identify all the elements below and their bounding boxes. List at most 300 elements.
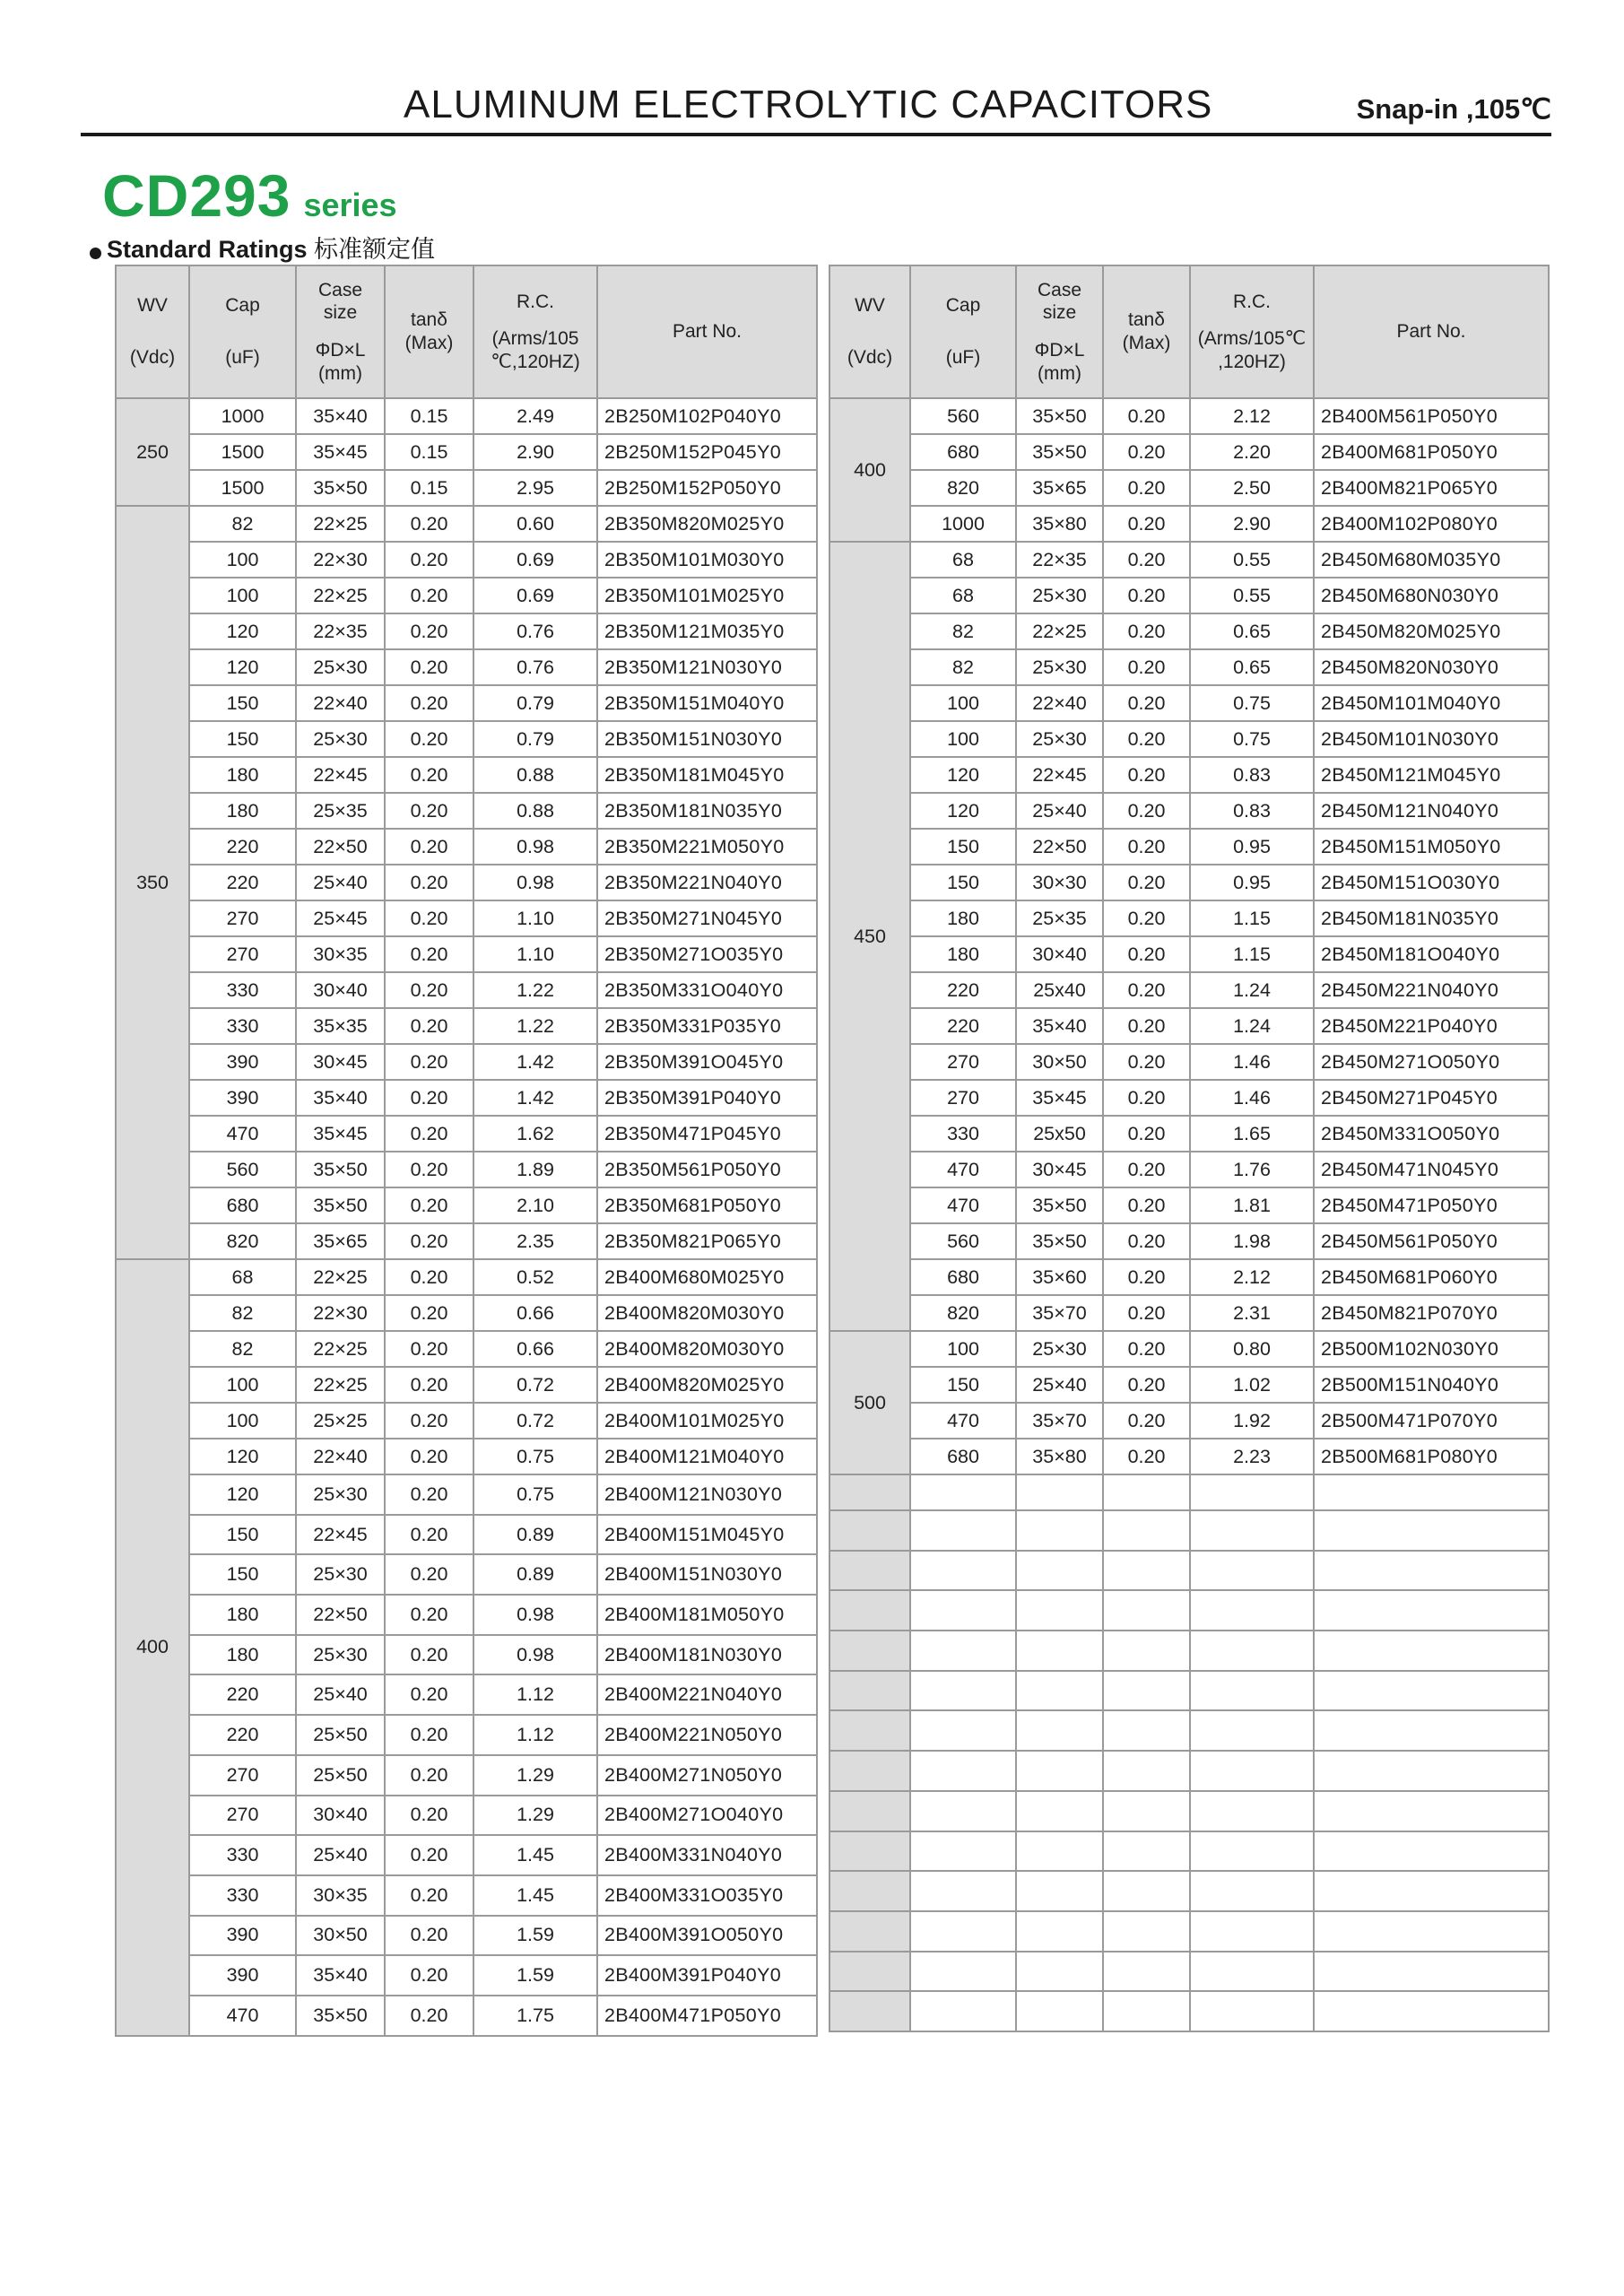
rc-cell: 0.88	[473, 757, 597, 793]
tan-cell: 0.20	[385, 757, 473, 793]
header-wv-label: WV	[137, 295, 168, 317]
case-cell: 25×30	[296, 1554, 385, 1595]
table-row	[116, 900, 817, 936]
table-row	[116, 1875, 817, 1916]
table-row	[829, 1044, 1549, 1080]
case-cell: 30×45	[1016, 1152, 1103, 1187]
part-cell: 2B450M471P050Y0	[1314, 1187, 1549, 1223]
part-cell: 2B400M820M030Y0	[597, 1331, 817, 1367]
cap-cell: 820	[910, 470, 1016, 506]
part-cell: 2B450M471N045Y0	[1314, 1152, 1549, 1187]
empty-cell	[1016, 1671, 1103, 1711]
empty-cell	[1190, 1871, 1314, 1911]
empty-cell	[829, 1590, 910, 1631]
part-cell: 2B400M121N030Y0	[597, 1474, 817, 1515]
rc-cell: 1.42	[473, 1080, 597, 1116]
rc-cell: 0.98	[473, 865, 597, 900]
empty-cell	[829, 1474, 910, 1510]
empty-cell	[910, 1710, 1016, 1751]
table-row	[829, 470, 1549, 506]
case-cell: 35×45	[296, 434, 385, 470]
part-cell: 2B450M821P070Y0	[1314, 1295, 1549, 1331]
table-row	[116, 506, 817, 542]
rc-cell: 1.12	[473, 1715, 597, 1755]
empty-row	[829, 1710, 1549, 1751]
empty-cell	[1103, 1474, 1190, 1510]
header-rc-unit1: (Arms/105	[491, 328, 579, 350]
empty-cell	[1314, 1751, 1549, 1791]
cap-cell: 390	[189, 1080, 296, 1116]
tan-cell: 0.20	[385, 936, 473, 972]
cap-cell: 150	[189, 1515, 296, 1555]
wv-cell: 400	[116, 1259, 189, 2036]
part-cell: 2B450M681P060Y0	[1314, 1259, 1549, 1295]
case-cell: 30×45	[296, 1044, 385, 1080]
table-row	[116, 793, 817, 829]
table-row	[116, 1187, 817, 1223]
tan-cell: 0.20	[1103, 1367, 1190, 1403]
part-cell: 2B400M820M030Y0	[597, 1295, 817, 1331]
rc-cell: 0.95	[1190, 865, 1314, 900]
empty-cell	[1314, 1991, 1549, 2031]
case-cell: 30×40	[296, 1796, 385, 1836]
empty-cell	[910, 1911, 1016, 1952]
cap-cell: 150	[910, 829, 1016, 865]
empty-cell	[1103, 1911, 1190, 1952]
table-row	[116, 1796, 817, 1836]
table-row	[116, 1996, 817, 2036]
table-row	[116, 1295, 817, 1331]
cap-cell: 68	[910, 578, 1016, 613]
empty-cell	[910, 1510, 1016, 1551]
cap-cell: 150	[189, 1554, 296, 1595]
cap-cell: 100	[910, 685, 1016, 721]
cap-cell: 560	[189, 1152, 296, 1187]
rc-cell: 2.49	[473, 398, 597, 434]
part-cell: 2B450M121M045Y0	[1314, 757, 1549, 793]
tan-cell: 0.20	[385, 1595, 473, 1635]
case-cell: 22×50	[296, 1595, 385, 1635]
cap-cell: 270	[189, 900, 296, 936]
case-cell: 35×50	[296, 1996, 385, 2036]
case-cell: 35×65	[1016, 470, 1103, 506]
tan-cell: 0.20	[1103, 1331, 1190, 1367]
rc-cell: 1.92	[1190, 1403, 1314, 1439]
wv-cell: 450	[829, 542, 910, 1331]
cap-cell: 220	[910, 1008, 1016, 1044]
part-cell: 2B400M101M025Y0	[597, 1403, 817, 1439]
tan-cell: 0.20	[1103, 1080, 1190, 1116]
rc-cell: 2.12	[1190, 398, 1314, 434]
part-cell: 2B450M271P045Y0	[1314, 1080, 1549, 1116]
part-cell: 2B250M152P045Y0	[597, 434, 817, 470]
cap-cell: 390	[189, 1916, 296, 1956]
empty-cell	[1190, 1831, 1314, 1872]
tan-cell: 0.20	[1103, 685, 1190, 721]
empty-cell	[1103, 1952, 1190, 1992]
part-cell: 2B450M181N035Y0	[1314, 900, 1549, 936]
case-cell: 22×35	[296, 613, 385, 649]
tan-cell: 0.20	[385, 1755, 473, 1796]
rc-cell: 1.46	[1190, 1080, 1314, 1116]
cap-cell: 1000	[189, 398, 296, 434]
table-row	[829, 1439, 1549, 1474]
case-cell: 30×30	[1016, 865, 1103, 900]
cap-cell: 270	[189, 1755, 296, 1796]
case-cell: 35×45	[296, 1116, 385, 1152]
rc-cell: 0.69	[473, 578, 597, 613]
cap-cell: 180	[910, 936, 1016, 972]
case-cell: 35×50	[1016, 434, 1103, 470]
empty-cell	[1190, 1952, 1314, 1992]
rc-cell: 0.98	[473, 1635, 597, 1675]
empty-cell	[1103, 1751, 1190, 1791]
header-case-dim: ΦD×L	[315, 340, 366, 361]
rc-cell: 1.22	[473, 972, 597, 1008]
empty-cell	[910, 1791, 1016, 1831]
tan-cell: 0.20	[385, 721, 473, 757]
tan-cell: 0.20	[1103, 1259, 1190, 1295]
rc-cell: 1.98	[1190, 1223, 1314, 1259]
table-row	[829, 1367, 1549, 1403]
table-row	[829, 1295, 1549, 1331]
cap-cell: 150	[189, 721, 296, 757]
tan-cell: 0.15	[385, 398, 473, 434]
table-row	[829, 972, 1549, 1008]
table-row	[829, 1152, 1549, 1187]
header-rc-unit2: ,120HZ)	[1218, 351, 1286, 372]
table-row	[829, 865, 1549, 900]
part-cell: 2B450M121N040Y0	[1314, 793, 1549, 829]
part-cell: 2B500M102N030Y0	[1314, 1331, 1549, 1367]
header-cap-unit: (uF)	[945, 347, 981, 368]
rc-cell: 0.76	[473, 613, 597, 649]
table-row	[829, 1331, 1549, 1367]
empty-cell	[1314, 1551, 1549, 1591]
part-cell: 2B350M681P050Y0	[597, 1187, 817, 1223]
table-row	[116, 649, 817, 685]
rc-cell: 1.10	[473, 936, 597, 972]
tan-cell: 0.20	[385, 1223, 473, 1259]
empty-cell	[1190, 1791, 1314, 1831]
part-cell: 2B400M102P080Y0	[1314, 506, 1549, 542]
empty-cell	[1190, 1590, 1314, 1631]
tan-cell: 0.20	[385, 1008, 473, 1044]
tan-cell: 0.20	[385, 578, 473, 613]
table-row	[829, 649, 1549, 685]
cap-cell: 220	[910, 972, 1016, 1008]
tan-cell: 0.20	[385, 1955, 473, 1996]
rc-cell: 2.12	[1190, 1259, 1314, 1295]
rc-cell: 2.31	[1190, 1295, 1314, 1331]
part-cell: 2B350M121M035Y0	[597, 613, 817, 649]
empty-cell	[910, 1590, 1016, 1631]
case-cell: 35×80	[1016, 1439, 1103, 1474]
case-cell: 35×60	[1016, 1259, 1103, 1295]
tan-cell: 0.20	[1103, 972, 1190, 1008]
rc-cell: 1.46	[1190, 1044, 1314, 1080]
empty-cell	[1016, 1871, 1103, 1911]
header-tan	[385, 265, 473, 398]
tan-cell: 0.20	[385, 685, 473, 721]
part-cell: 2B350M221M050Y0	[597, 829, 817, 865]
cap-cell: 220	[189, 1715, 296, 1755]
cap-cell: 470	[910, 1152, 1016, 1187]
tan-cell: 0.15	[385, 434, 473, 470]
rc-cell: 0.75	[1190, 685, 1314, 721]
rc-cell: 0.98	[473, 829, 597, 865]
rc-cell: 0.89	[473, 1554, 597, 1595]
tan-cell: 0.20	[1103, 936, 1190, 972]
empty-cell	[1103, 1791, 1190, 1831]
table-row	[829, 398, 1549, 434]
tan-cell: 0.20	[385, 1996, 473, 2036]
part-cell: 2B450M151O030Y0	[1314, 865, 1549, 900]
wv-cell: 350	[116, 506, 189, 1259]
part-cell: 2B450M221P040Y0	[1314, 1008, 1549, 1044]
cap-cell: 82	[189, 1295, 296, 1331]
empty-cell	[829, 1831, 910, 1872]
tan-cell: 0.20	[1103, 1403, 1190, 1439]
cap-cell: 220	[189, 865, 296, 900]
series-word: series	[303, 187, 397, 223]
case-cell: 22×40	[1016, 685, 1103, 721]
series-title	[102, 161, 397, 230]
tan-cell: 0.20	[385, 613, 473, 649]
cap-cell: 100	[189, 1403, 296, 1439]
table-row	[116, 1259, 817, 1295]
empty-cell	[1314, 1871, 1549, 1911]
empty-row	[829, 1751, 1549, 1791]
case-cell: 35×50	[296, 470, 385, 506]
cap-cell: 270	[189, 1796, 296, 1836]
cap-cell: 82	[189, 506, 296, 542]
part-cell: 2B400M271O040Y0	[597, 1796, 817, 1836]
table-row	[116, 685, 817, 721]
tan-cell: 0.20	[385, 1916, 473, 1956]
part-cell: 2B400M121M040Y0	[597, 1439, 817, 1474]
empty-row	[829, 1474, 1549, 1510]
header-cap-unit: (uF)	[225, 347, 260, 368]
header-rc-unit1: (Arms/105℃	[1197, 328, 1307, 350]
table-row	[116, 470, 817, 506]
tan-cell: 0.20	[385, 865, 473, 900]
case-cell: 25×30	[1016, 649, 1103, 685]
tan-cell: 0.20	[385, 1474, 473, 1515]
tan-cell: 0.20	[1103, 1439, 1190, 1474]
empty-cell	[829, 1952, 910, 1992]
tan-cell: 0.20	[1103, 470, 1190, 506]
tan-cell: 0.20	[385, 1554, 473, 1595]
header-tan-label: tanδ	[411, 309, 447, 331]
case-cell: 22×45	[296, 757, 385, 793]
cap-cell: 560	[910, 398, 1016, 434]
case-cell: 30×35	[296, 936, 385, 972]
part-cell: 2B350M561P050Y0	[597, 1152, 817, 1187]
cap-cell: 270	[910, 1080, 1016, 1116]
table-header-row	[829, 265, 1549, 398]
empty-cell	[1103, 1991, 1190, 2031]
table-row	[116, 1403, 817, 1439]
table-row	[829, 434, 1549, 470]
case-cell: 30×50	[1016, 1044, 1103, 1080]
part-cell: 2B400M221N050Y0	[597, 1715, 817, 1755]
table-row	[116, 1674, 817, 1715]
tan-cell: 0.20	[385, 1875, 473, 1916]
case-cell: 25×45	[296, 900, 385, 936]
rc-cell: 1.45	[473, 1835, 597, 1875]
cap-cell: 100	[910, 721, 1016, 757]
part-cell: 2B400M471P050Y0	[597, 1996, 817, 2036]
part-cell: 2B350M331P035Y0	[597, 1008, 817, 1044]
part-cell: 2B450M820N030Y0	[1314, 649, 1549, 685]
table-row	[829, 1223, 1549, 1259]
cap-cell: 330	[189, 972, 296, 1008]
rc-cell: 0.79	[473, 721, 597, 757]
table-row	[116, 936, 817, 972]
rc-cell: 0.79	[473, 685, 597, 721]
header-wv-unit: (Vdc)	[847, 347, 893, 368]
empty-cell	[829, 1911, 910, 1952]
case-cell: 25×30	[296, 721, 385, 757]
case-cell: 25×30	[1016, 1331, 1103, 1367]
table-row	[116, 434, 817, 470]
case-cell: 22×35	[1016, 542, 1103, 578]
rc-cell: 2.90	[473, 434, 597, 470]
cap-cell: 330	[910, 1116, 1016, 1152]
tan-cell: 0.20	[385, 1796, 473, 1836]
cap-cell: 470	[910, 1187, 1016, 1223]
part-cell: 2B350M271N045Y0	[597, 900, 817, 936]
table-row	[829, 613, 1549, 649]
part-cell: 2B400M680M025Y0	[597, 1259, 817, 1295]
empty-cell	[829, 1751, 910, 1791]
cap-cell: 180	[189, 1635, 296, 1675]
case-cell: 25×30	[296, 649, 385, 685]
empty-cell	[1016, 1991, 1103, 2031]
empty-cell	[1103, 1551, 1190, 1591]
case-cell: 25×40	[1016, 793, 1103, 829]
cap-cell: 82	[910, 613, 1016, 649]
cap-cell: 120	[189, 613, 296, 649]
part-cell: 2B400M181M050Y0	[597, 1595, 817, 1635]
cap-cell: 68	[910, 542, 1016, 578]
tan-cell: 0.20	[385, 793, 473, 829]
tan-cell: 0.20	[1103, 829, 1190, 865]
cap-cell: 680	[910, 1439, 1016, 1474]
rc-cell: 1.15	[1190, 900, 1314, 936]
cap-cell: 470	[189, 1996, 296, 2036]
rc-cell: 0.55	[1190, 542, 1314, 578]
header-case	[296, 265, 385, 398]
rc-cell: 1.02	[1190, 1367, 1314, 1403]
case-cell: 25×35	[1016, 900, 1103, 936]
case-cell: 30×40	[296, 972, 385, 1008]
part-cell: 2B350M821P065Y0	[597, 1223, 817, 1259]
rc-cell: 0.52	[473, 1259, 597, 1295]
case-cell: 22×30	[296, 542, 385, 578]
header-case-size: size	[323, 302, 358, 324]
header-cap	[910, 265, 1016, 398]
empty-row	[829, 1791, 1549, 1831]
ratings-table-right	[829, 265, 1550, 2032]
cap-cell: 390	[189, 1955, 296, 1996]
case-cell: 22×45	[296, 1515, 385, 1555]
empty-cell	[829, 1871, 910, 1911]
cap-cell: 150	[910, 1367, 1016, 1403]
table-row	[116, 1635, 817, 1675]
part-cell: 2B400M331O035Y0	[597, 1875, 817, 1916]
table-row	[116, 1223, 817, 1259]
header-tan	[1103, 265, 1190, 398]
case-cell: 22×25	[296, 1331, 385, 1367]
cap-cell: 82	[189, 1331, 296, 1367]
table-row	[829, 1116, 1549, 1152]
part-cell: 2B500M151N040Y0	[1314, 1367, 1549, 1403]
empty-row	[829, 1631, 1549, 1671]
cap-cell: 470	[910, 1403, 1016, 1439]
tan-cell: 0.20	[385, 1635, 473, 1675]
table-row	[829, 542, 1549, 578]
rc-cell: 2.90	[1190, 506, 1314, 542]
empty-cell	[1314, 1474, 1549, 1510]
part-cell: 2B350M181N035Y0	[597, 793, 817, 829]
rc-cell: 0.75	[473, 1439, 597, 1474]
rc-cell: 1.65	[1190, 1116, 1314, 1152]
header-wv	[116, 265, 189, 398]
empty-cell	[829, 1991, 910, 2031]
tan-cell: 0.20	[385, 1403, 473, 1439]
tan-cell: 0.20	[385, 542, 473, 578]
cap-cell: 820	[189, 1223, 296, 1259]
tan-cell: 0.20	[1103, 721, 1190, 757]
empty-cell	[829, 1671, 910, 1711]
part-cell: 2B400M271N050Y0	[597, 1755, 817, 1796]
section-heading-cn: 标准额定值	[314, 236, 436, 264]
table-row	[116, 1715, 817, 1755]
table-row	[116, 1515, 817, 1555]
table-row	[116, 542, 817, 578]
tan-cell: 0.20	[385, 1044, 473, 1080]
tan-cell: 0.20	[385, 506, 473, 542]
table-header-row	[116, 265, 817, 398]
table-row	[116, 1916, 817, 1956]
part-cell: 2B400M181N030Y0	[597, 1635, 817, 1675]
part-cell: 2B450M561P050Y0	[1314, 1223, 1549, 1259]
part-cell: 2B450M820M025Y0	[1314, 613, 1549, 649]
table-row	[829, 1403, 1549, 1439]
table-row	[116, 865, 817, 900]
table-row	[829, 578, 1549, 613]
case-cell: 30×40	[1016, 936, 1103, 972]
table-row	[116, 1474, 817, 1515]
rc-cell: 0.98	[473, 1595, 597, 1635]
rc-cell: 1.10	[473, 900, 597, 936]
header-rc-unit2: ℃,120HZ)	[491, 351, 580, 372]
cap-cell: 220	[189, 829, 296, 865]
section-heading	[90, 230, 435, 265]
tan-cell: 0.20	[1103, 1008, 1190, 1044]
empty-cell	[829, 1631, 910, 1671]
cap-cell: 120	[189, 649, 296, 685]
table-row	[116, 1080, 817, 1116]
empty-cell	[910, 1631, 1016, 1671]
empty-row	[829, 1952, 1549, 1992]
empty-cell	[1190, 1751, 1314, 1791]
part-cell: 2B450M331O050Y0	[1314, 1116, 1549, 1152]
empty-cell	[1314, 1952, 1549, 1992]
table-row	[116, 721, 817, 757]
